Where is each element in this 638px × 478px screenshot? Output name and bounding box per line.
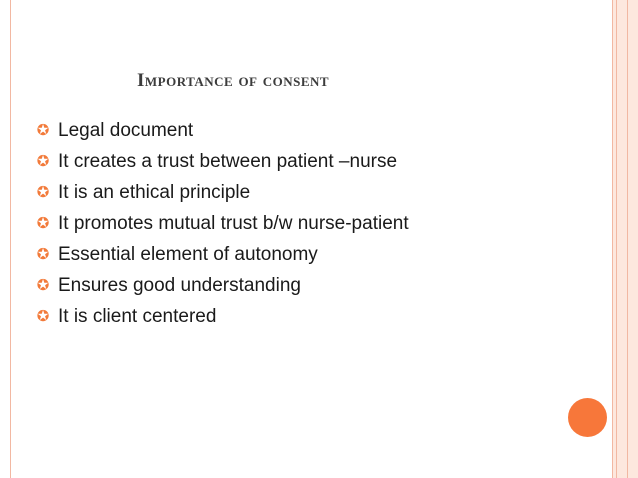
bullet-text: Legal document	[58, 119, 194, 141]
ring-bullet-icon: ✪	[36, 183, 50, 201]
ring-bullet-icon: ✪	[36, 152, 50, 170]
ring-bullet-icon: ✪	[36, 245, 50, 263]
bullet-item	[36, 301, 409, 332]
bullet-item	[36, 115, 409, 146]
orange-circle-decoration	[568, 398, 607, 437]
bullet-text: It creates a trust between patient –nurse	[58, 150, 398, 172]
ring-bullet-icon: ✪	[36, 276, 50, 294]
ring-bullet-icon: ✪	[36, 214, 50, 232]
right-border-line-2	[616, 0, 617, 478]
bullet-text: It promotes mutual trust b/w nurse-patient	[58, 212, 409, 234]
ring-bullet-icon: ✪	[36, 121, 50, 139]
bullet-text: Essential element of autonomy	[58, 243, 318, 265]
bullet-text: It is an ethical principle	[58, 181, 251, 203]
bullet-item	[36, 208, 409, 239]
bullet-item	[36, 146, 409, 177]
left-border-line	[10, 0, 11, 478]
bullet-list	[36, 115, 409, 332]
bullet-text: Ensures good understanding	[58, 274, 301, 296]
slide-title: Importance of consent	[137, 70, 330, 91]
bullet-text: It is client centered	[58, 305, 217, 327]
ring-bullet-icon: ✪	[36, 307, 50, 325]
right-border-line-1	[612, 0, 613, 478]
bullet-item	[36, 239, 409, 270]
right-border-line-3	[627, 0, 628, 478]
bullet-item	[36, 270, 409, 301]
bullet-item	[36, 177, 409, 208]
